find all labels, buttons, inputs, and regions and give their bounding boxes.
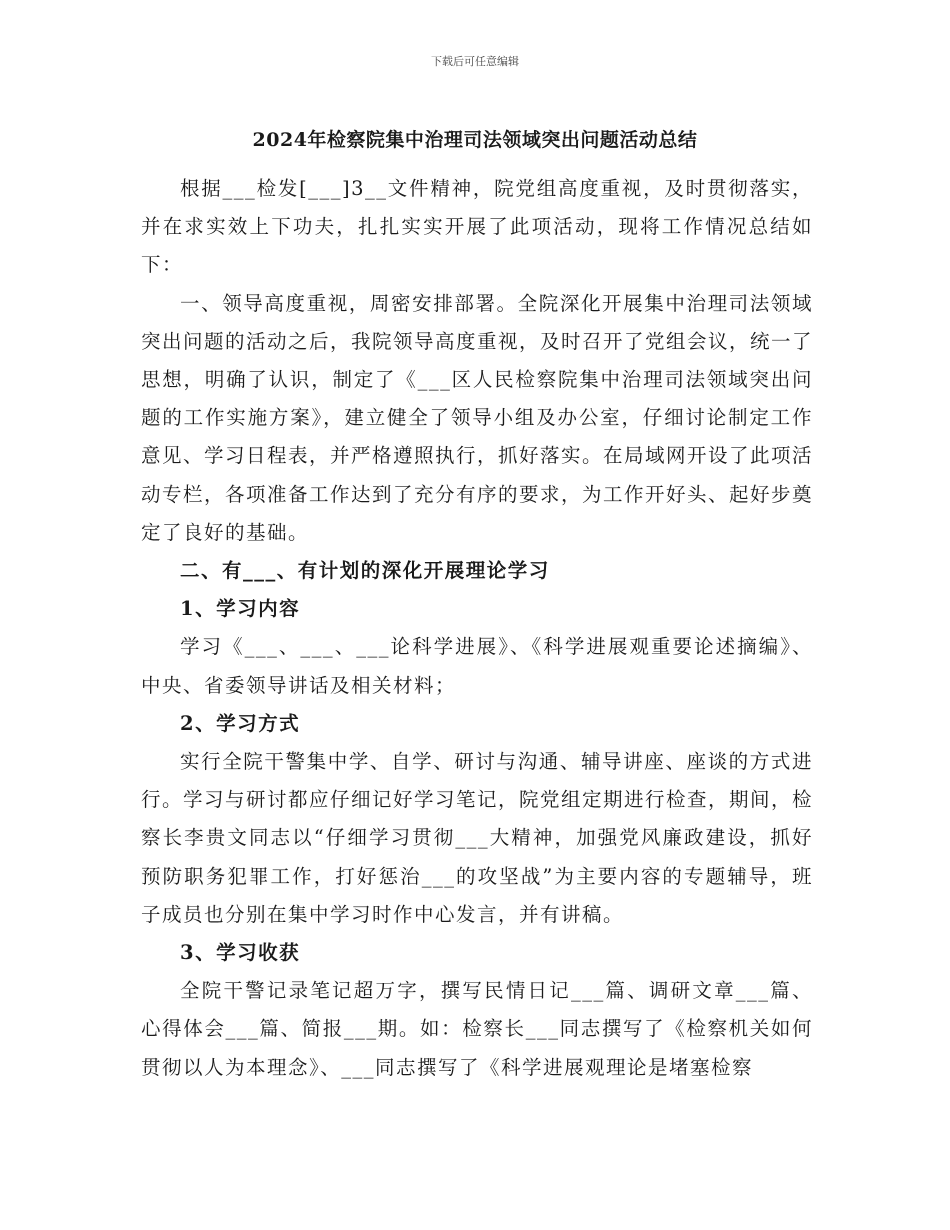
subheading-study-content: 1、学习内容: [180, 597, 301, 621]
paragraph-leadership: 一、领导高度重视，周密安排部署。全院深化开展集中治理司法领域突出问题的活动之后，我院领导高度重视，及时召开了党组会议，统一了思想，明确了认识，制定了《___区人民检察院集中治理司法领域突出问题的工作实施方案》，建立健全了领导小组及办公室，仔细讨论制定工作意见、学习日程表，并严格遵照执行，抓好落实。在局域网开设了此项活动专栏，各项准备工作达到了充分有序的要求，为工作开好头、起好步奠定了良好的基础。: [141, 291, 814, 544]
paragraph-study-method: 实行全院干警集中学、自学、研讨与沟通、辅导讲座、座谈的方式进行。学习与研讨都应仔细记好学习笔记，院党组定期进行检查，期间，检察长李贵文同志以“仔细学习贯彻___大精神，加强党风廉政建设，抓好预防职务犯罪工作，打好惩治___的攻坚战”为主要内容的专题辅导，班子成员也分别在集中学习时作中心发言，并有讲稿。: [141, 750, 814, 926]
page-header-note: 下载后可任意编辑: [431, 55, 519, 68]
paragraph-intro: 根据___检发[___]3__文件精神，院党组高度重视，及时贯彻落实，并在求实效上下功夫，扎扎实实开展了此项活动，现将工作情况总结如下：: [141, 177, 813, 277]
paragraph-study-content: 学习《___、___、___论科学进展》、《科学进展观重要论述摘编》、中央、省委领导讲话及相关材料；: [141, 635, 813, 697]
document-title: 2024年检察院集中治理司法领域突出问题活动总结: [252, 129, 698, 151]
section-heading-2: 二、有___、有计划的深化开展理论学习: [180, 559, 550, 583]
subheading-study-results: 3、学习收获: [180, 941, 301, 965]
subheading-study-method: 2、学习方式: [180, 711, 301, 735]
document-body: [141, 170, 813, 1087]
paragraph-study-results: 全院干警记录笔记超万字，撰写民情日记___篇、调研文章___篇、心得体会___篇、简报___期。如：检察长___同志撰写了《检察机关如何贯彻以人为本理念》、___同志撰写了《科学进展观理论是堵塞检察: [141, 979, 813, 1079]
